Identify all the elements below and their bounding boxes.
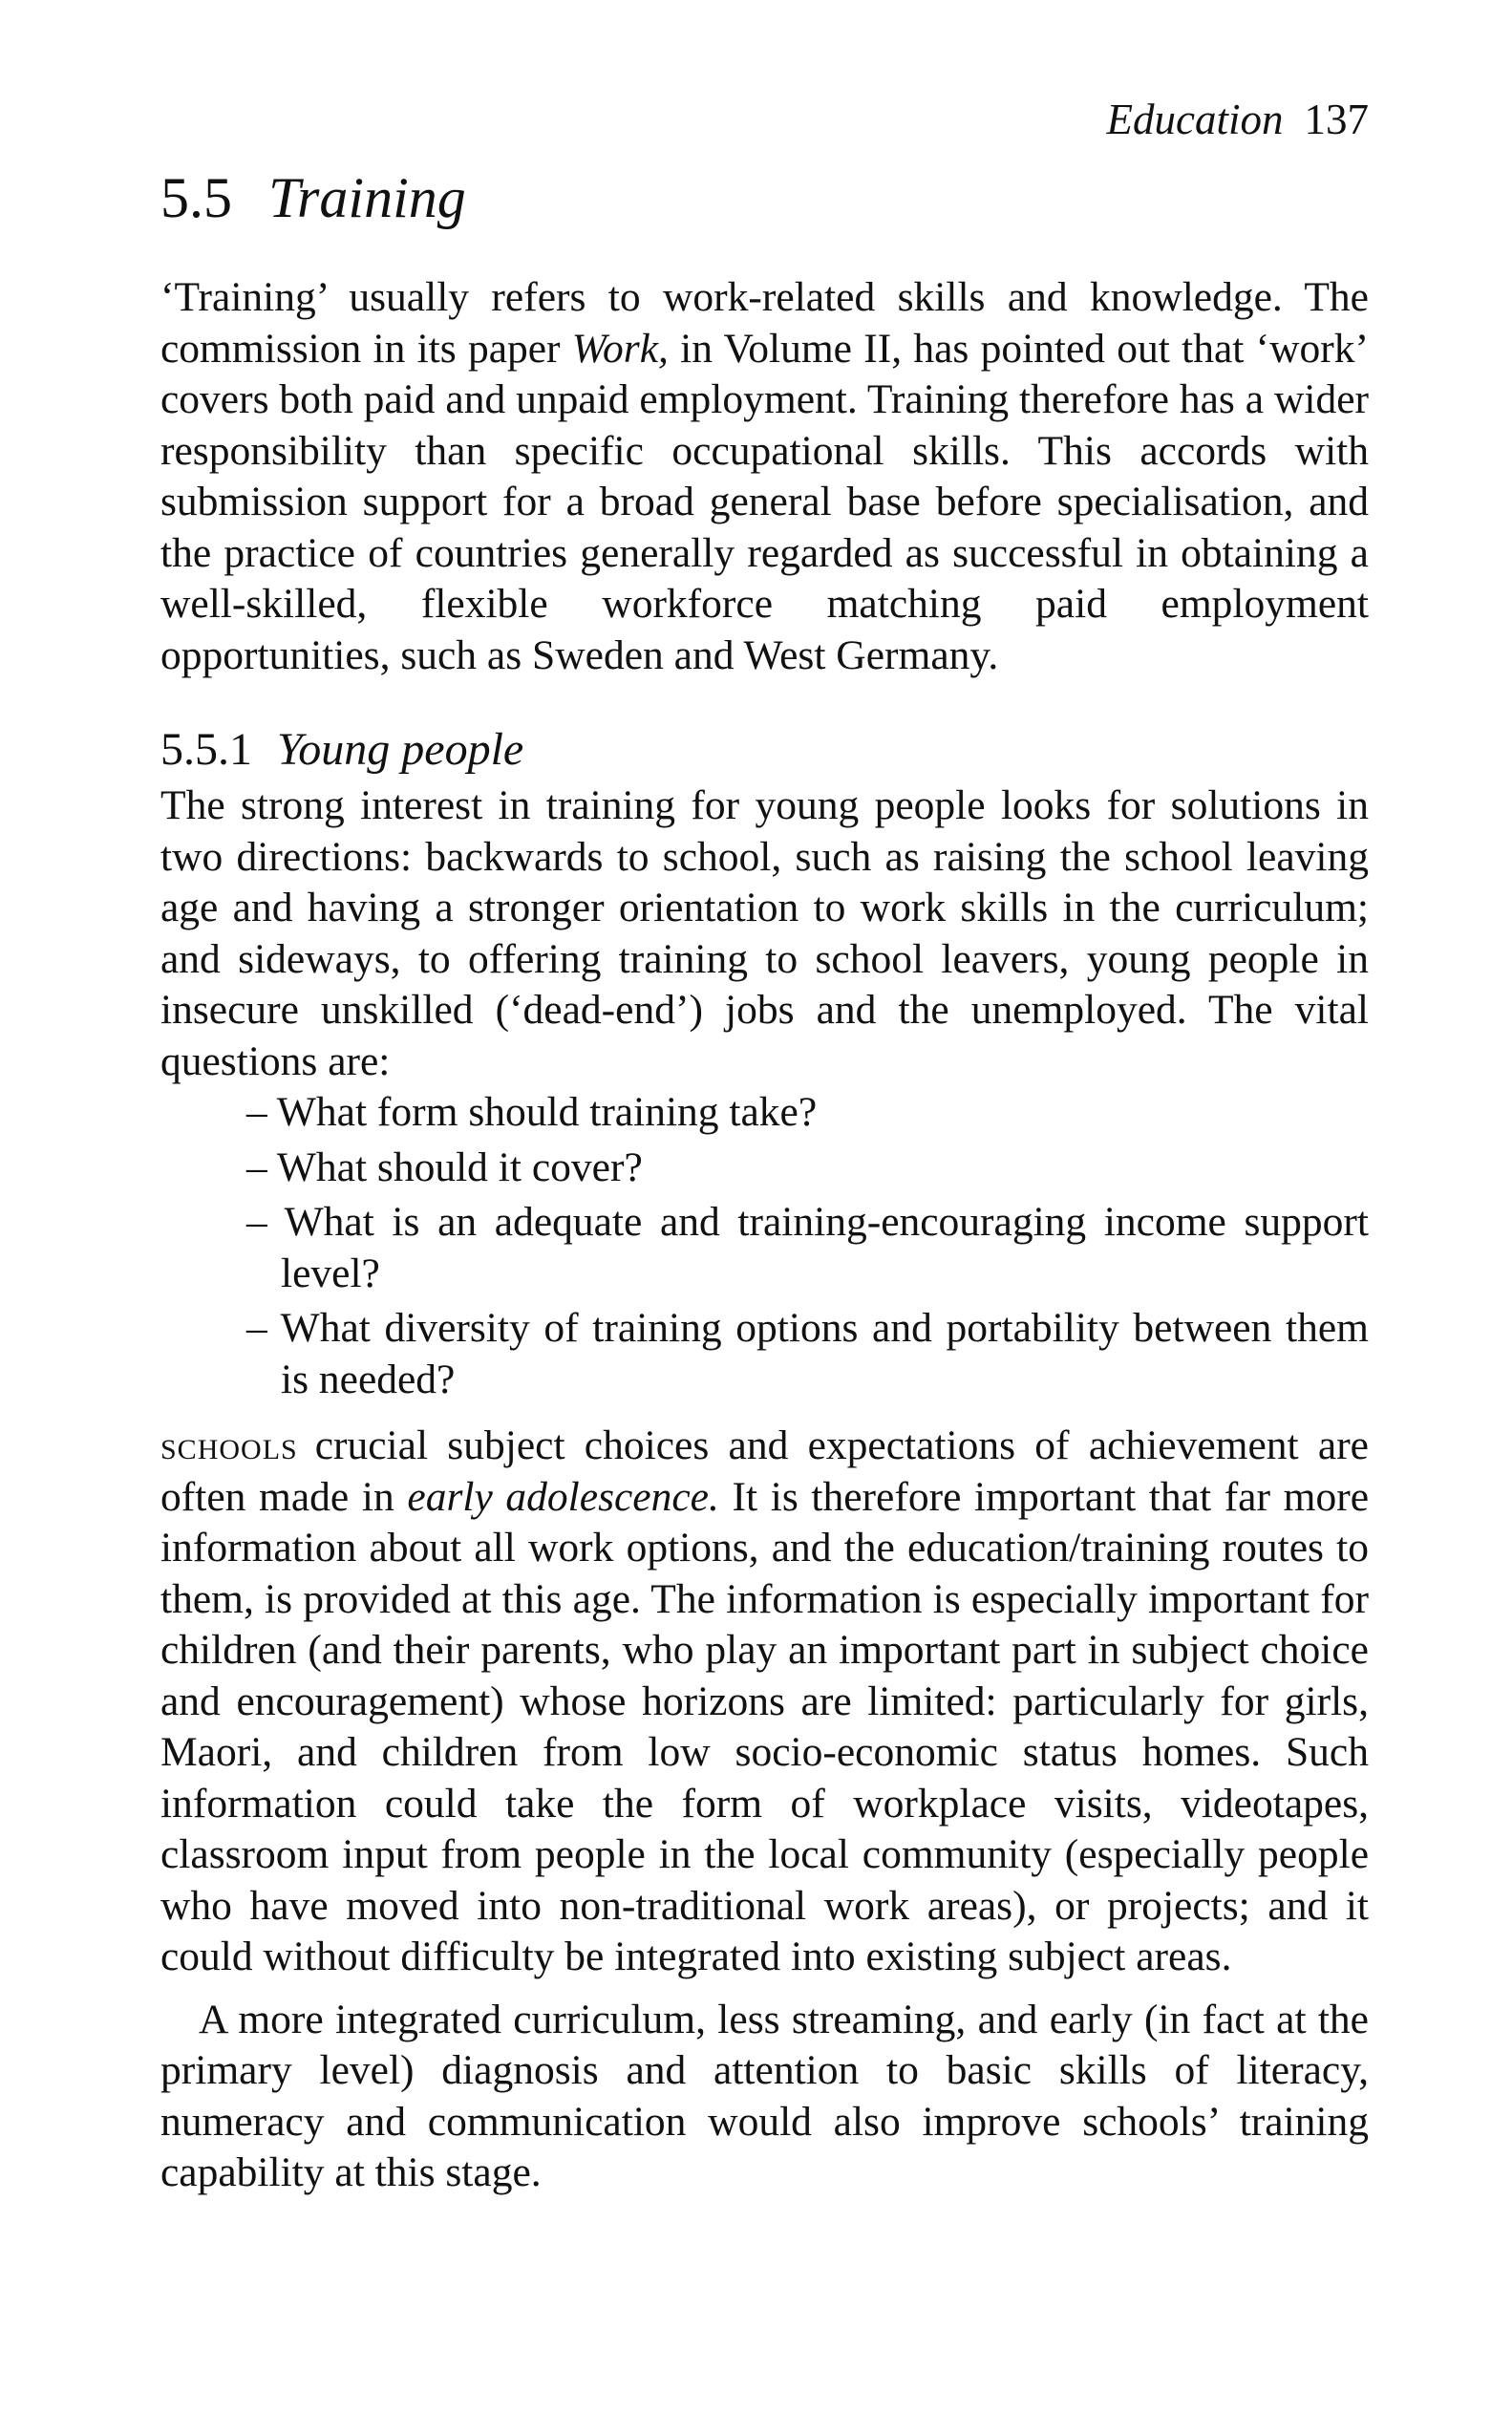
- running-head-title: Education: [1106, 96, 1284, 143]
- question-item: – What is an adequate and training-encouraging income support level?: [246, 1199, 1369, 1296]
- intro-emphasis: Work,: [571, 325, 669, 372]
- intro-text-1: ‘Training’ usually refers to work-related skills and knowledge. The commission in its paper: [160, 274, 1369, 372]
- schools-lead: schools: [160, 1422, 298, 1468]
- book-page: [160, 91, 1369, 2199]
- question-item: – What form should training take?: [246, 1089, 818, 1135]
- page-number: 137: [1304, 96, 1369, 143]
- subsection-number: 5.5.1: [160, 724, 252, 775]
- final-paragraph: A more integrated curriculum, less streaming, and early (in fact at the primary level) diagnosis and attention to basic skills of literacy, numeracy and communication would also improve schools’ training capability at this stage.: [160, 1996, 1369, 2195]
- question-item: – What should it cover?: [246, 1143, 643, 1190]
- running-head: [160, 91, 1369, 148]
- questions-list: [160, 1087, 1369, 1405]
- schools-paragraph: [160, 1421, 1369, 1983]
- question-item: – What diversity of training options and portability between them is needed?: [246, 1305, 1369, 1402]
- subsection-heading: [160, 721, 1369, 779]
- schools-text-2: It is therefore important that far more information about all work options, and the education/training routes to them, is provided at this age. The information is especially important for children (and their parents, who play an important part in subject choice and encouragement) whose horizons are limited: particularly for girls, Maori, and children from low socio-economic status homes. Such information could take the form of workplace visits, videotapes, classroom input from people in the local community (especially people who have moved into non-traditional work areas), or projects; and it could without difficulty be integrated into existing subject areas.: [160, 1473, 1370, 1979]
- schools-text-1: crucial subject choices and expectations of achievement are often made in: [160, 1422, 1369, 1520]
- section-title: Training: [268, 166, 466, 229]
- intro-paragraph: [160, 272, 1369, 681]
- young-people-paragraph: The strong interest in training for young people looks for solutions in two directions: backwards to school, such as raising the school leaving age and having a stronger orientation to work skills in the curriculum; and sideways, to offering training to school leavers, young people in insecure unskilled (‘dead-end’) jobs and the unemployed. The vital questions are:: [160, 782, 1369, 1084]
- schools-emphasis: early adolescence.: [407, 1473, 719, 1520]
- subsection-title: Young people: [277, 724, 524, 775]
- section-number: 5.5: [160, 166, 232, 229]
- intro-text-2: in Volume II, has pointed out that ‘work’ covers both paid and unpaid employment. Training therefore has a wider responsibility than specific occupational skills. This accords with submission support for a broad general base before specialisation, and the practice of countries generally regarded as successful in obtaining a well-skilled, flexible workforce matching paid employment opportunities, such as Sweden and West Germany.: [160, 325, 1369, 678]
- section-heading: [160, 160, 1369, 236]
